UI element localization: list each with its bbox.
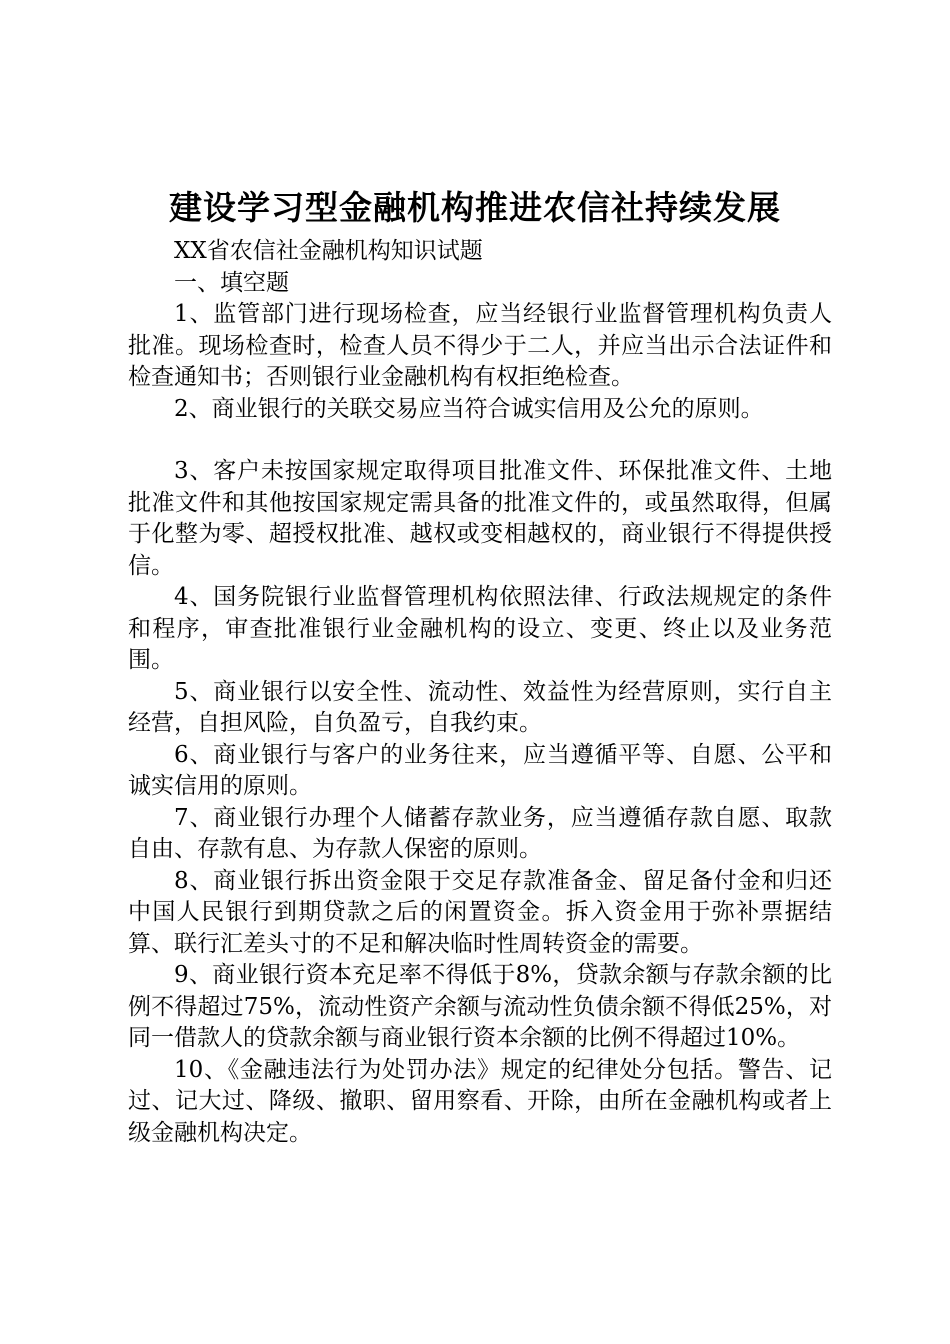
section-heading: 一、填空题: [174, 269, 289, 296]
question-item: 1、监管部门进行现场检查，应当经银行业监督管理机构负责人批准。现场检查时，检查人员不得少于二人，并应当出示合法证件和检查通知书；否则银行业金融机构有权拒绝检查。: [128, 301, 832, 390]
question-item: 3、客户未按国家规定取得项目批准文件、环保批准文件、土地批准文件和其他按国家规定需具备的批准文件的，或虽然取得，但属于化整为零、超授权批准、越权或变相越权的，商业银行不得提供授信。: [128, 458, 832, 579]
question-item: 2、商业银行的关联交易应当符合诚实信用及公允的原则。: [174, 395, 764, 422]
subtitle: XX省农信社金融机构知识试题: [174, 238, 483, 264]
question-item: 7、商业银行办理个人储蓄存款业务，应当遵循存款自愿、取款自由、存款有息、为存款人保密的原则。: [128, 804, 832, 862]
question-item: 8、商业银行拆出资金限于交足存款准备金、留足备付金和归还中国人民银行到期贷款之后的闲置资金。拆入资金用于弥补票据结算、联行汇差头寸的不足和解决临时性周转资金的需要。: [128, 867, 832, 957]
question-item: 6、商业银行与客户的业务往来，应当遵循平等、自愿、公平和诚实信用的原则。: [128, 741, 832, 799]
document-body: [128, 236, 832, 1149]
question-item: 9、商业银行资本充足率不得低于8%，贷款余额与存款余额的比例不得超过75%，流动性资产余额与流动性负债余额不得低25%，对同一借款人的贷款余额与商业银行资本余额的比例不得超过10%。: [128, 962, 832, 1051]
question-item: 10、《金融违法行为处罚办法》规定的纪律处分包括。警告、记过、记大过、降级、撤职、留用察看、开除，由所在金融机构或者上级金融机构决定。: [128, 1056, 832, 1146]
question-item: 5、商业银行以安全性、流动性、效益性为经营原则，实行自主经营，自担风险，自负盈亏，自我约束。: [128, 678, 832, 736]
question-item: 4、国务院银行业监督管理机构依照法律、行政法规规定的条件和程序，审查批准银行业金融机构的设立、变更、终止以及业务范围。: [128, 584, 832, 673]
document-title: 建设学习型金融机构推进农信社持续发展: [169, 188, 781, 227]
